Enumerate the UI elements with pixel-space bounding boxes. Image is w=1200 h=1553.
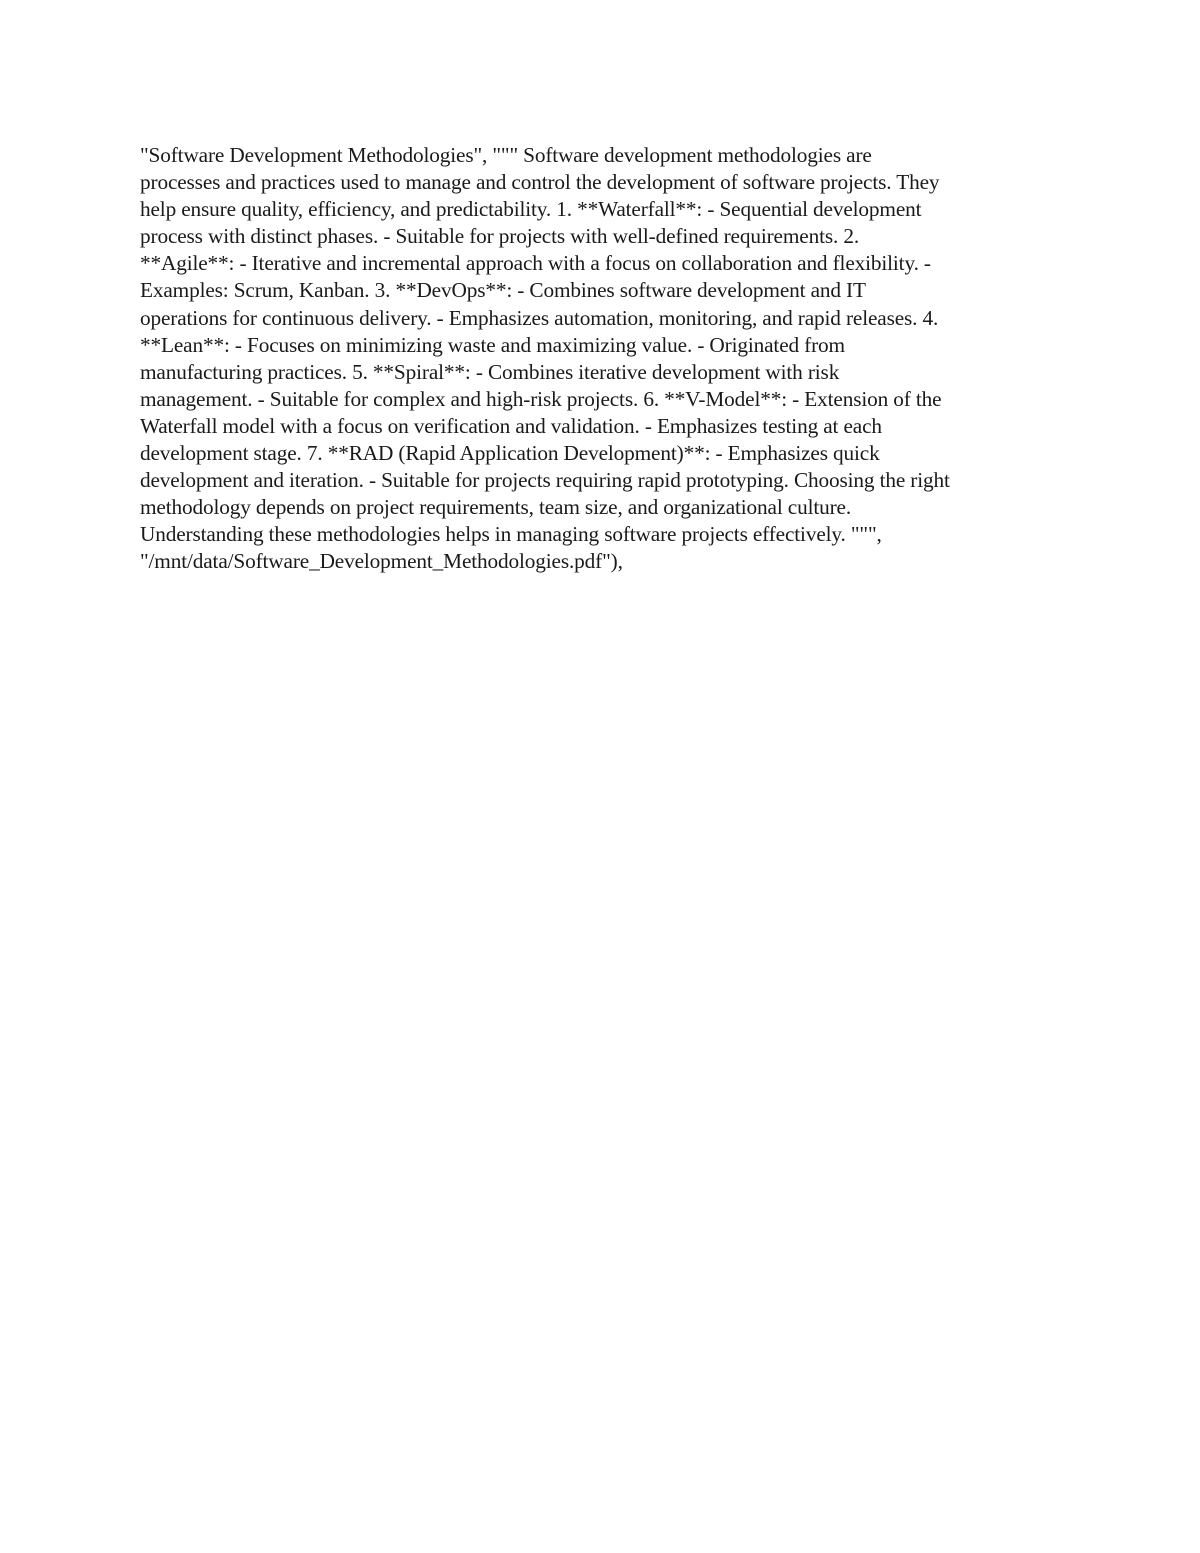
- text-line: management. - Suitable for complex and high-risk projects. 6. **V-Model**: - Extension of the: [140, 386, 942, 411]
- text-line: Examples: Scrum, Kanban. 3. **DevOps**: - Combines software development and IT: [140, 278, 866, 303]
- text-line: help ensure quality, efficiency, and predictability. 1. **Waterfall**: - Sequential development: [140, 197, 922, 222]
- text-line: manufacturing practices. 5. **Spiral**: - Combines iterative development with risk: [140, 359, 840, 384]
- text-line: Waterfall model with a focus on verification and validation. - Emphasizes testing at each: [140, 413, 882, 438]
- text-line: development and iteration. - Suitable for projects requiring rapid prototyping. Choosing the right: [140, 468, 950, 493]
- text-line: "/mnt/data/Software_Development_Methodologies.pdf"),: [140, 549, 623, 574]
- text-line: methodology depends on project requirements, team size, and organizational culture.: [140, 495, 852, 520]
- body-paragraph: [140, 142, 1060, 576]
- text-line: process with distinct phases. - Suitable for projects with well-defined requirements. 2.: [140, 224, 859, 249]
- text-line: processes and practices used to manage and control the development of software projects. They: [140, 170, 940, 195]
- text-line: development stage. 7. **RAD (Rapid Application Development)**: - Emphasizes quick: [140, 441, 880, 466]
- text-line: **Lean**: - Focuses on minimizing waste and maximizing value. - Originated from: [140, 332, 845, 357]
- text-line: **Agile**: - Iterative and incremental approach with a focus on collaboration and flexibility. -: [140, 251, 931, 276]
- text-line: operations for continuous delivery. - Emphasizes automation, monitoring, and rapid releases. 4.: [140, 305, 939, 330]
- text-line: Understanding these methodologies helps in managing software projects effectively. """,: [140, 522, 882, 547]
- text-line: "Software Development Methodologies", """ Software development methodologies are: [140, 143, 872, 167]
